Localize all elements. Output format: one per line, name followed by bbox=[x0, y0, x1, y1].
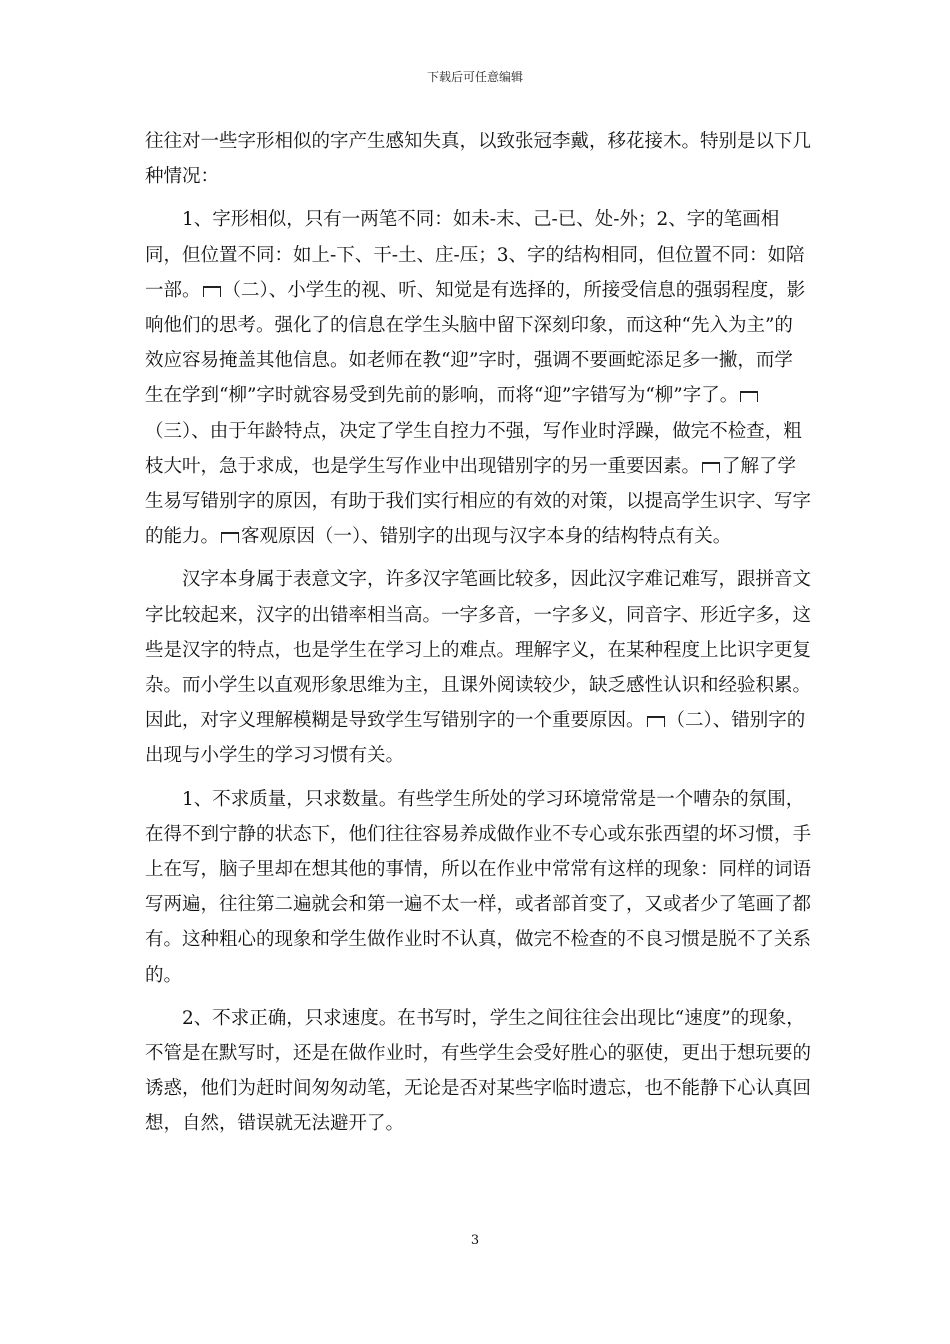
section-break-mark-icon bbox=[221, 532, 239, 543]
paragraph-text: 客观原因（一）、错别字的出现与汉字本身的结构特点有关。 bbox=[241, 526, 732, 548]
paragraph bbox=[145, 1001, 811, 1142]
paragraph-text: 1、字形相似，只有一两笔不同：如未-末、己-已、处-外；2、字的笔画相同，但位置不同：如上-下、干-土、庄-压；3、字的结构相同，但位置不同：如陪一部。 bbox=[145, 209, 805, 301]
paragraph-text: （三）、由于年龄特点，决定了学生自控力不强，写作业时浮躁，做完不检查，粗枝大叶，急于求成，也是学生写作业中出现错别字的另一重要因素。 bbox=[145, 420, 802, 477]
paragraph-text: 往往对一些字形相似的字产生感知失真，以致张冠李戴，移花接木。特别是以下几种情况： bbox=[145, 131, 812, 188]
paragraph bbox=[145, 202, 811, 554]
page-number: 3 bbox=[470, 1233, 480, 1248]
paragraph bbox=[145, 782, 811, 993]
document-body bbox=[145, 124, 811, 1150]
paragraph-text: 了解了学生易写错别字的原因，有助于我们实行相应的有效的对策，以提高学生识字、写字的能力。 bbox=[145, 455, 812, 548]
paragraph bbox=[145, 124, 811, 194]
paragraph-text: 汉字本身属于表意文字，许多汉字笔画比较多，因此汉字难记难写，跟拼音文字比较起来，汉字的出错率相当高。一字多音，一字多义，同音字、形近字多，这些是汉字的特点，也是学生在学习上的难点。理解字义，在某种程度上比识字更复杂。而小学生以直观形象思维为主，且课外阅读较少，缺乏感性认识和经验积累。因此，对字义理解模糊是导致学生写错别字的一个重要原因。 bbox=[145, 569, 812, 732]
paragraph-text: （二）、小学生的视、听、知觉是有选择的，所接受信息的强弱程度，影响他们的思考。强化了的信息在学生头脑中留下深刻印象，而这种“先入为主”的效应容易掩盖其他信息。如老师在教“迎”字时，强调不要画蛇添足多一撇，而学生在学到“柳”字时就容易受到先前的影响，而将“迎”字错写为“柳”字了。 bbox=[145, 279, 806, 407]
paragraph-text: （二）、错别字的出现与小学生的学习习惯有关。 bbox=[145, 710, 806, 767]
paragraph-text: 2、不求正确，只求速度。在书写时，学生之间往往会出现比“速度”的现象，不管是在默写时，还是在做作业时，有些学生会受好胜心的驱使，更出于想玩要的诱惑，他们为赶时间匆匆动笔，无论是否对某些字临时遗忘，也不能静下心认真回想，自然，错误就无法避开了。 bbox=[145, 1007, 812, 1135]
section-break-mark-icon bbox=[740, 391, 758, 402]
section-break-mark-icon bbox=[647, 716, 665, 727]
section-break-mark-icon bbox=[203, 286, 221, 297]
paragraph-text: 1、不求质量，只求数量。有些学生所处的学习环境常常是一个嘈杂的氛围，在得不到宁静的状态下，他们往往容易养成做作业不专心或东张西望的坏习惯，手上在写，脑子里却在想其他的事情，所以在作业中常常有这样的现象：同样的词语写两遍，往往第二遍就会和第一遍不太一样，或者部首变了，又或者少了笔画了都有。这种粗心的现象和学生做作业时不认真，做完不检查的不良习惯是脱不了关系的。 bbox=[145, 788, 812, 986]
page-header: 下载后可任意编辑 bbox=[426, 70, 523, 84]
paragraph bbox=[145, 562, 811, 773]
section-break-mark-icon bbox=[702, 462, 720, 473]
